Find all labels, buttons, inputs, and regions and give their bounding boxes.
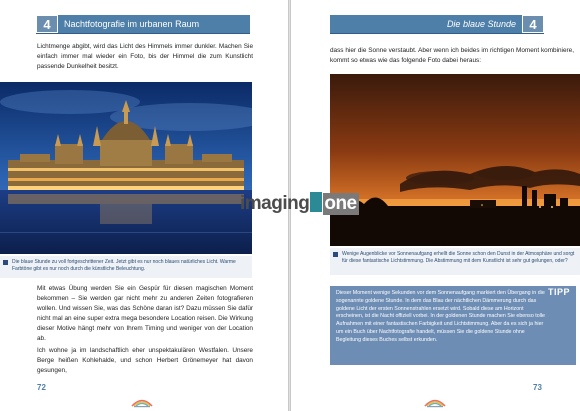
- body-paragraph: Ich wohne ja im landschaftlich eher unspektakulären Westfalen. Unsere Berge heißen Kohlehalde, und schon Herbert Grönemeyer hat davon gesungen,: [37, 347, 253, 374]
- body-paragraph: Lichtmenge abgibt, wird das Licht des Himmels immer dunkler. Machen Sie einfach immer mal wieder ein Foto, bis der Himmel die zum Kunstlicht passende Dunkelheit besitzt.: [37, 43, 253, 70]
- body-paragraph: Mit etwas Übung werden Sie ein Gespür für diesen magischen Moment bekommen – Sie werden gar nicht mehr zu anderen Zeiten fotografieren wollen. Und wissen Sie, was das Schöne daran ist? Dazu müssen Sie dafür nicht mal an eine super extra mega besondere Location reisen. Die Wirkung dieser Motive hängt mehr von Ihrem Timing und weniger von der Location ab.: [37, 285, 253, 342]
- publisher-logo-icon: [130, 397, 154, 408]
- caption-text: Wenige Augenblicke vor Sonnenaufgang erhellt die Sonne schon den Dunst in der Atmosphäre und sorgt für diese fantastische Lichtstimmung. Die Abstimmung mit dem Kunstlicht ist sehr gut gelungen, oder?: [342, 251, 575, 265]
- chapter-header-right: [330, 15, 544, 34]
- watermark-mark-icon: [310, 192, 322, 212]
- chapter-number-badge: 4: [36, 15, 58, 33]
- photo-caption: [330, 248, 580, 275]
- tip-box: [330, 286, 576, 365]
- chapter-title: Nachtfotografie im urbanen Raum: [64, 19, 200, 29]
- parliament-night-photo: [0, 82, 252, 254]
- imaging-one-watermark: [240, 192, 359, 216]
- chapter-header-left: [36, 15, 250, 34]
- page-number: 73: [533, 383, 542, 392]
- industrial-sunrise-photo: [330, 74, 580, 246]
- chapter-title: Die blaue Stunde: [446, 19, 516, 29]
- page-number: 72: [37, 383, 46, 392]
- photo-caption: [0, 256, 252, 278]
- tip-text: Dieser Moment wenige Sekunden vor dem Sonnenaufgang markiert den Übergang in die sogenannte goldene Stunde. In dem das Blau der nächtlichen Dämmerung durch das goldene Licht der ersten Sonnenstrahlen ersetzt wird. Sobald diese am Horizont erscheinen, ist die Nacht offiziell vorbei. In der goldenen Stunde machen Sie ebenso tolle Aufnahmen mit einer fantastischen Farbigkeit und Lichtstimmung. Aber da es sich ja hier um ein Buch über Nachtfotografie handelt, müssen Sie die goldene Stunde ohne Begleitung dieses Buches selbst erkunden.: [336, 290, 545, 343]
- publisher-logo-icon: [423, 397, 447, 408]
- caption-bullet-icon: [333, 252, 338, 257]
- chapter-number-badge: 4: [522, 15, 544, 33]
- body-paragraph: dass hier die Sonne verstaubt. Aber wenn ich beides im richtigen Moment kombiniere, kommt so etwas wie das folgende Foto dabei heraus:: [330, 47, 574, 64]
- tip-label: TIPP: [547, 287, 570, 297]
- watermark-suffix: one: [324, 193, 357, 214]
- caption-text: Die blaue Stunde zu voll fortgeschrittener Zeit. Jetzt gibt es nur noch blaues natürliches Licht. Warme Farbtöne gibt es nur noch durch die künstliche Beleuchtung.: [12, 259, 236, 273]
- caption-bullet-icon: [3, 260, 8, 265]
- watermark-text: imaging: [240, 193, 310, 214]
